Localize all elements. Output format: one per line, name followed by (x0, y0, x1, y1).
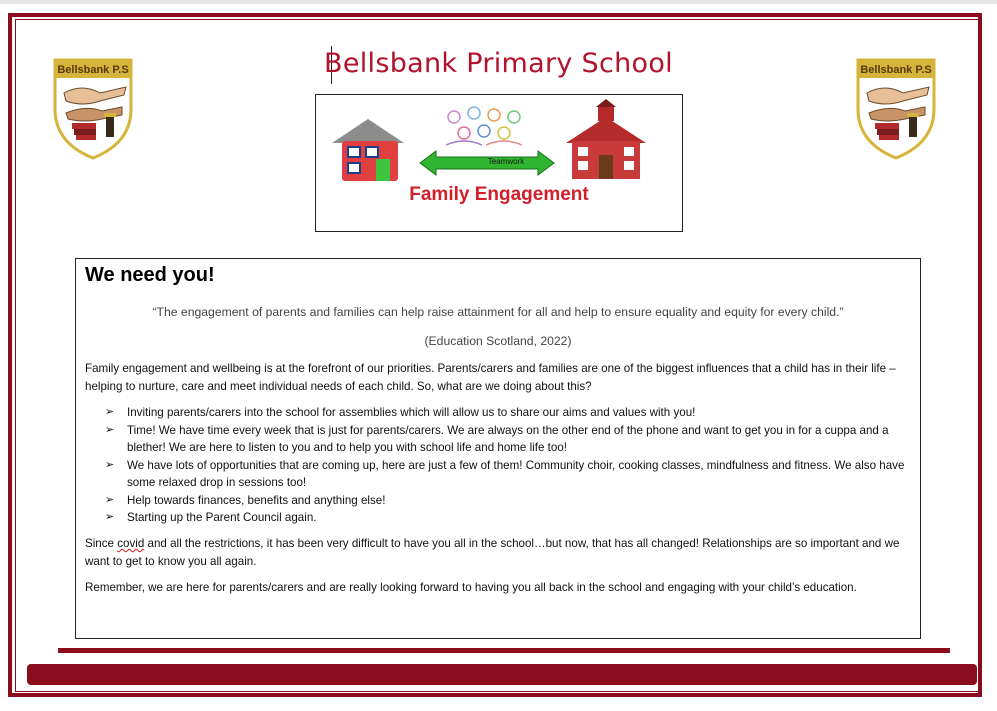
list-item (85, 457, 911, 492)
page-title: Bellsbank Primary School (324, 48, 673, 79)
bullet-arrow-icon: ➢ (105, 406, 115, 418)
crest-label: Bellsbank P.S (57, 64, 129, 76)
schoolhouse-icon (566, 99, 646, 179)
list-item-text: We have lots of opportunities that are coming up, here are just a few of them! Community choir, cooking classes, mindfulness and fitness. We also have some relaxed drop in sessions too! (127, 458, 905, 489)
family-group-icon (446, 107, 522, 145)
section-heading: We need you! (85, 264, 215, 286)
list-item-text: Starting up the Parent Council again. (127, 511, 317, 524)
spellcheck-word[interactable]: covid (117, 537, 145, 550)
bullet-arrow-icon: ➢ (105, 458, 115, 471)
teamwork-label: Teamwork (487, 157, 525, 166)
covid-paragraph (85, 535, 911, 570)
closing-paragraph: Remember, we are here for parents/carers and are really looking forward to having you all back in the school and engaging with your child’s education. (85, 581, 857, 594)
list-item (85, 404, 911, 422)
covid-post: and all the restrictions, it has been very difficult to have you all in the school…but now, that has all changed! Relationships are so important and we want to get to know you all again. (85, 537, 900, 568)
list-item (85, 509, 911, 527)
list-item-text: Time! We have time every week that is just for parents/carers. We are always on the other end of the phone and want to get you in for a cuppa and a blether! We are here to listen to you and to help you with school life and home life too! (127, 423, 889, 454)
list-item-text: Help towards finances, benefits and anything else! (127, 493, 386, 507)
family-engagement-banner (315, 94, 683, 232)
quote-source: (Education Scotland, 2022) (424, 334, 572, 348)
bullet-arrow-icon: ➢ (105, 511, 115, 523)
list-item (85, 422, 911, 457)
bullet-arrow-icon: ➢ (105, 493, 115, 506)
covid-pre: Since (85, 537, 118, 550)
quote-text: “The engagement of parents and families can help raise attainment for all and help to ensure equality and equity for every child.” (152, 305, 844, 319)
bullet-list (85, 404, 911, 527)
crest-label: Bellsbank P.S (860, 64, 932, 76)
content-box (75, 258, 921, 639)
divider-line (58, 648, 950, 653)
list-item (85, 492, 911, 510)
window-top-strip (0, 0, 997, 4)
house-icon (332, 119, 404, 181)
intro-paragraph: Family engagement and wellbeing is at the forefront of our priorities. Parents/carers and families are one of the biggest influences that a child has in their life – helping to nurture, care and meet individual needs of each child. So, what are we doing about this? (85, 362, 896, 393)
bullet-arrow-icon: ➢ (105, 423, 115, 436)
list-item-text: Inviting parents/carers into the school for assemblies which will allow us to share our aims and values with you! (127, 406, 696, 419)
footer-bar (27, 664, 977, 685)
banner-title: Family Engagement (409, 184, 589, 205)
